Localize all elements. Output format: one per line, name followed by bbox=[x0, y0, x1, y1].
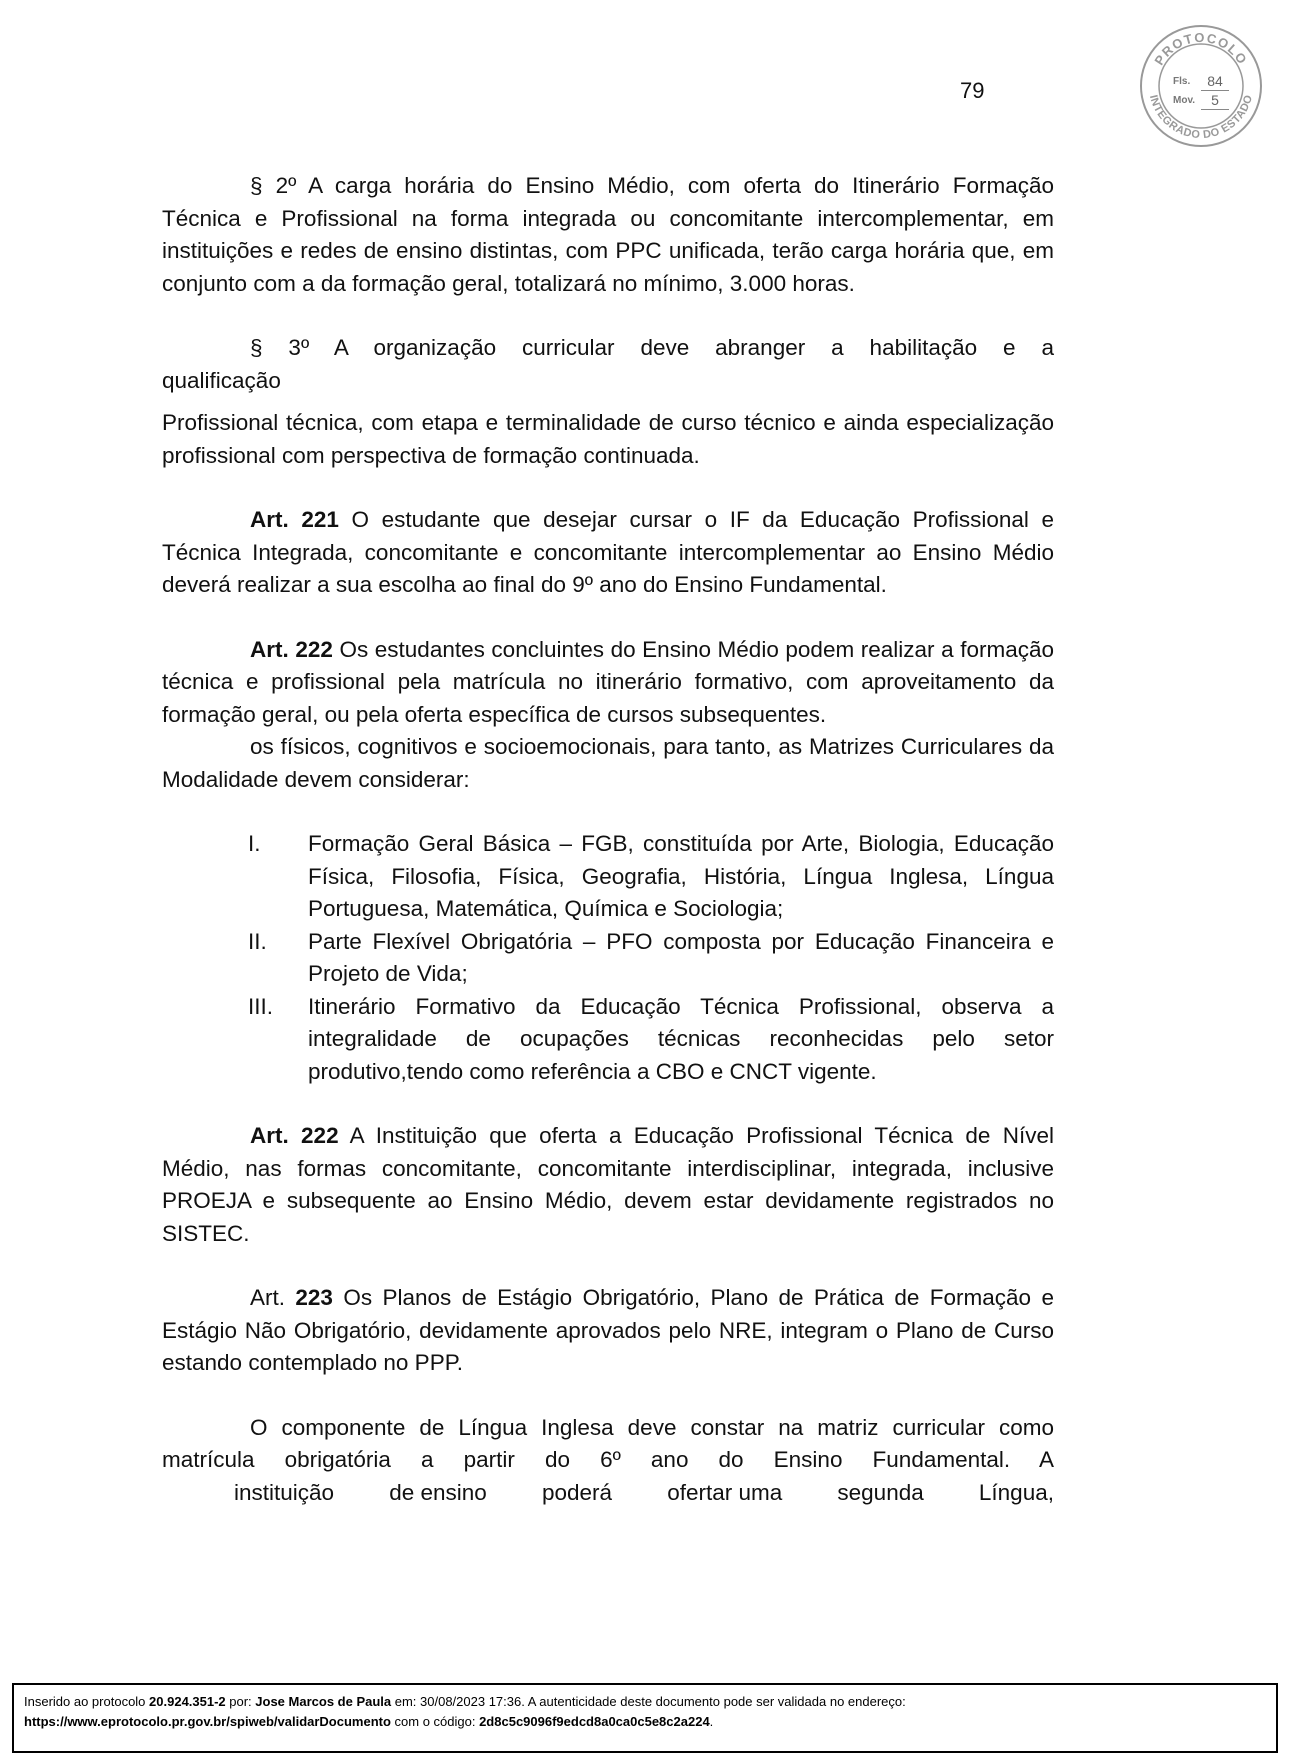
article-222-b-label: Art. 222 bbox=[250, 1123, 339, 1148]
footer-author: Jose Marcos de Paula bbox=[255, 1694, 392, 1709]
stamp-fls-value: 84 bbox=[1201, 72, 1229, 91]
page-number: 79 bbox=[960, 78, 985, 103]
authenticity-footer: Inserido ao protocolo 20.924.351-2 por: Jose Marcos de Paula em: 30/08/2023 17:36. A autenticidade deste documento pode ser validada no endereço: https://www.eprotocolo.pr.gov.br/spiweb/validarDocumento com o código: 2d8c5c9096f9edcd8a0ca0c5e8c2a224. bbox=[12, 1683, 1278, 1753]
paragraph-3-rest: Profissional técnica, com etapa e terminalidade de curso técnico e ainda especialização profissional com perspectiva de formação continuada. bbox=[162, 410, 1054, 468]
stamp-fls-label: Fls. bbox=[1173, 76, 1191, 87]
list-item: I. Formação Geral Básica – FGB, constituída por Arte, Biologia, Educação Física, Filosofia, Física, Geografia, História, Língua Inglesa, Língua Portuguesa, Matemática, Química e Sociologia; bbox=[248, 831, 1054, 921]
paragraph-3-second-line: qualificação bbox=[162, 367, 281, 393]
protocol-stamp bbox=[1139, 24, 1263, 148]
list-item: II. Parte Flexível Obrigatória – PFO composta por Educação Financeira e Projeto de Vida; bbox=[248, 928, 1054, 986]
document-body bbox=[162, 170, 1054, 1509]
svg-text:INTEGRADO DO ESTADO: INTEGRADO DO ESTADO bbox=[1146, 93, 1256, 142]
article-223: Art. 223 Os Planos de Estágio Obrigatório, Plano de Prática de Formação e Estágio Não Obrigatório, devidamente aprovados pelo NRE, integram o Plano de Curso estando contemplado no PPP. bbox=[162, 1285, 1054, 1375]
stamp-mov-value: 5 bbox=[1201, 91, 1229, 110]
stamp-mov-label: Mov. bbox=[1173, 95, 1196, 106]
footer-validation-code: 2d8c5c9096f9edcd8a0ca0c5e8c2a224 bbox=[479, 1714, 710, 1729]
article-221-label: Art. 221 bbox=[250, 507, 339, 532]
paragraph-3-first-line: § 3º A organização curricular deve abranger a habilitação e a bbox=[250, 335, 1054, 360]
paragraph-lingua-inglesa: O componente de Língua Inglesa deve constar na matriz curricular como matrícula obrigatória a partir do 6º ano do Ensino Fundamental. A bbox=[162, 1414, 1054, 1472]
article-222-b: Art. 222 A Instituição que oferta a Educação Profissional Técnica de Nível Médio, nas formas concomitante, concomitante interdisciplinar, integrada, inclusive PROEJA e subsequente ao Ensino Médio, devem estar devidamente registrados no SISTEC. bbox=[162, 1123, 1054, 1246]
footer-validation-url[interactable]: https://www.eprotocolo.pr.gov.br/spiweb/validarDocumento bbox=[24, 1714, 391, 1729]
list-item: III. Itinerário Formativo da Educação Técnica Profissional, observa a integralidade de ocupações técnicas reconhecidas pelo setor produtivo,tendo como referência a CBO e CNCT vigente. bbox=[248, 993, 1054, 1084]
paragraph-2: § 2º A carga horária do Ensino Médio, com oferta do Itinerário Formação Técnica e Profissional na forma integrada ou concomitante intercomplementar, em instituições e redes de ensino distintas, com PPC unificada, terão carga horária que, em conjunto com a da formação geral, totalizará no mínimo, 3.000 horas. bbox=[162, 173, 1054, 296]
paragraph-last-line: instituição de ensino poderá ofertar uma segunda Língua, bbox=[234, 1479, 1054, 1505]
svg-text:PROTOCOLO: PROTOCOLO bbox=[1151, 29, 1251, 68]
paragraph-fisicos: os físicos, cognitivos e socioemocionais, para tanto, as Matrizes Curriculares da Modalidade devem considerar: bbox=[162, 734, 1054, 792]
article-222-a: Art. 222 Os estudantes concluintes do Ensino Médio podem realizar a formação técnica e profissional pela matrícula no itinerário formativo, com aproveitamento da formação geral, ou pela oferta específica de cursos subsequentes. bbox=[162, 636, 1055, 727]
article-221: Art. 221 O estudante que desejar cursar o IF da Educação Profissional e Técnica Integrada, concomitante e concomitante intercomplementar ao Ensino Médio deverá realizar a sua escolha ao final do 9º ano do Ensino Fundamental. bbox=[162, 507, 1054, 597]
footer-protocol-number: 20.924.351-2 bbox=[149, 1694, 226, 1709]
article-223-label: 223 bbox=[295, 1285, 333, 1310]
article-222-a-label: Art. 222 bbox=[250, 636, 333, 662]
curriculum-list bbox=[162, 828, 1054, 1088]
